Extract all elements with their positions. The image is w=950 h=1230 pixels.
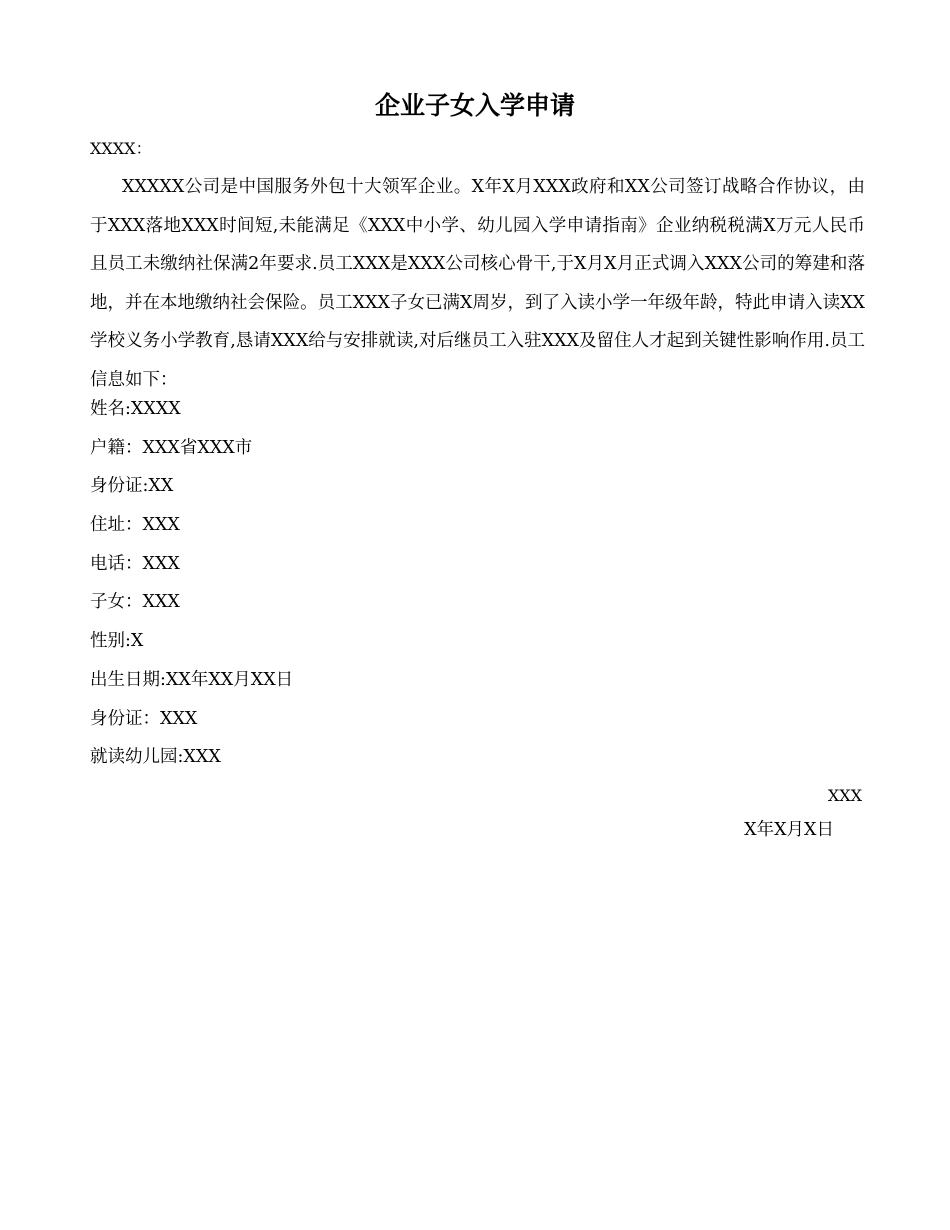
- info-phone: 电话：XXX: [90, 553, 180, 574]
- info-address: 住址：XXX: [90, 515, 180, 536]
- signature-date: X年X月X日: [744, 820, 834, 840]
- info-gender: 性别:X: [90, 631, 144, 652]
- info-child: 子女：XXX: [90, 592, 180, 613]
- document-title: 企业子女入学申请: [374, 91, 575, 120]
- info-kindergarten: 就读幼儿园:XXX: [90, 747, 221, 768]
- info-id-card: 身份证:XX: [90, 476, 174, 497]
- signature-name: XXX: [827, 786, 862, 805]
- info-name: 姓名:XXXX: [90, 399, 181, 419]
- salutation: XXXX：: [90, 139, 152, 158]
- body-paragraph: XXXXX公司是中国服务外包十大领军企业。X年X月XXX政府和XX公司签订战略合作协议，由于XXX落地XXX时间短,未能满足《XXX中小学、幼儿园入学申请指南》企业纳税税满X万元人民币且员工未缴纳社保满2年要求.员工XXX是XXX公司核心骨干,于X月X月正式调入XXX公司的筹建和落地，并在本地缴纳社会保险。员工XXX子女已满X周岁，到了入读小学一年级年龄，特此申请入读XX学校义务小学教育,恳请XXX给与安排就读,对后继员工入驻XXX及留住人才起到关键性影响作用.员工信息如下：: [90, 177, 865, 390]
- info-household-registration: 户籍：XXX省XXX市: [90, 437, 253, 458]
- info-child-id-card: 身份证：XXX: [90, 708, 198, 729]
- employee-info-list: [90, 390, 790, 777]
- info-birth-date: 出生日期:XX年XX月XX日: [90, 669, 294, 690]
